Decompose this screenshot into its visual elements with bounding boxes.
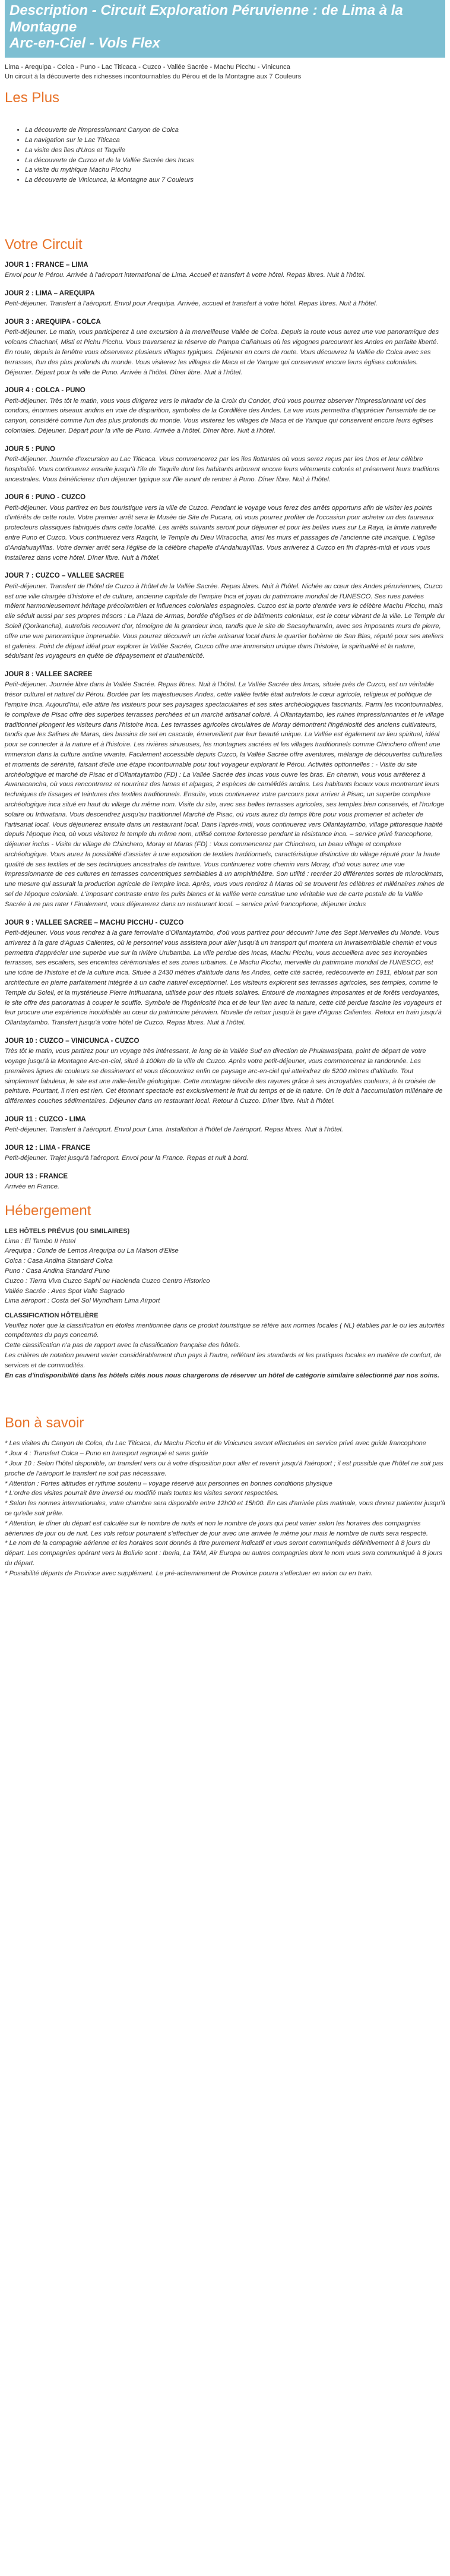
savoir-item: * Attention : Fortes altitudes et rythme soutenu – voyage réservé aux personnes en bonnes conditions physique [5,1480,332,1487]
plus-item: • La découverte de Cuzco et de la Vallée Sacrée des Incas [25,156,445,166]
day-block [5,289,445,309]
hotel-line: Lima aéroport : Costa del Sol Wyndham Lima Airport [5,1297,160,1305]
plus-heading: Les Plus [5,90,60,106]
day-title: JOUR 5 : PUNO [5,445,55,453]
savoir-item: * Possibilité départs de Province avec supplément. Le pré-acheminement de Province pourra s'effectuer en avion ou en train. [5,1569,373,1577]
savoir-item: * Selon les normes internationales, votre chambre sera disponible entre 12h00 et 15h00. En cas d'arrivée plus matinale, vous devrez patienter jusqu'à ce qu'elle soit prête. [5,1500,445,1517]
hotel-line: Cuzco : Tierra Viva Cuzco Saphi ou Hacienda Cuzco Centro Historico [5,1277,210,1285]
day-text: Petit-déjeuner. Journée d'excursion au Lac Titicaca. Vous commencerez par les îles flottantes où vous serez reçus par les Uros et leur célèbre hospitalité. Vous continuerez ensuite jusqu'à l'île de Taquile dont les habitants arborent encore leurs vêtements colorés et préservent leurs traditions ancestrales. Vous bénéficierez d'un déjeuner typique sur l'île avant de rentrer à Puno. Dîner libre. Nuit à l'hôtel. [5,456,440,483]
circuit-days [5,260,445,1192]
hotel-line: Puno : Casa Andina Standard Puno [5,1267,110,1275]
hotels-subheading: LES HÔTELS PRÉVUS (OU SIMILAIRES) [5,1228,130,1235]
banner-title-line1: Description - Circuit Exploration Péruvienne : de Lima à la Montagne [9,2,403,35]
classification-text: Les critères de notation peuvent varier considérablement d'un pays à l'autre, reflétant les standards et les pratiques locales en matière de confort, de services et de commodités. [5,1352,442,1369]
day-title: JOUR 13 : FRANCE [5,1173,68,1181]
day-block [5,444,445,485]
plus-item: • La visite des îles d'Uros et Taquile [25,146,445,156]
hotel-line: Vallée Sacrée : Aves Spot Valle Sagrado [5,1287,125,1295]
savoir-item: * Le nom de la compagnie aérienne et les horaires sont donnés à titre purement indicatif et vous seront communiqués définitivement à 8 jours du départ. Les compagnies opérant vers la Bolivie sont : Iberia, La TAM, Air Europa ou autres compagnies dont le nom vous sera communiqué à 8 jours du départ. [5,1540,442,1567]
banner-title-line2: Arc-en-Ciel - Vols Flex [9,35,160,52]
day-title: JOUR 1 : FRANCE – LIMA [5,261,88,269]
day-title: JOUR 7 : CUZCO – VALLEE SACREE [5,572,125,580]
circuit-heading: Votre Circuit [5,237,83,253]
day-title: JOUR 10 : CUZCO – VINICUNCA - CUZCO [5,1037,140,1045]
day-title: JOUR 9 : VALLEE SACREE – MACHU PICCHU - CUZCO [5,919,184,926]
day-text: Petit-déjeuner. Le matin, vous participerez à une excursion à la merveilleuse Vallée de Colca. Depuis la route vous aurez une vue panoramique des volcans Chachani, Misti et Pichu Picchu. Vous traverserez la réserve de Pampa Cañahuas où les vigognes parcourent les Andes en parfaite liberté. En route, depuis la fenêtre vous observerez plusieurs villages typiques. Déjeuner en cours de route. Vous découvrez la Vallée de Colca avec ses terrasses, l'un des plus profonds du monde. Vous visiterez les villages de Maca et de Yanque qui conservent encore leurs églises coloniales. Déjeuner. Départ pour la ville de Puno. Arrivée à l'hôtel. Dîner libre. Nuit à l'hôtel. [5,329,439,376]
day-title: JOUR 11 : CUZCO - LIMA [5,1115,86,1123]
hebergement-section [5,1226,445,1380]
plus-item: • La découverte de l'impressionnant Canyon de Colca [25,125,445,135]
day-text: Petit-déjeuner. Transfert à l'aéroport. Envol pour Lima. Installation à l'hôtel de l'aéroport. Repas libres. Nuit à l'hôtel. [5,1126,344,1134]
savoir-section [5,1439,445,1578]
day-block [5,670,445,910]
day-block [5,1115,445,1135]
day-block [5,386,445,436]
savoir-item: * Les visites du Canyon de Colca, du Lac Titicaca, du Machu Picchu et de Vinicunca seront effectuées en service privé avec guide francophone [5,1440,426,1448]
day-text: Petit-déjeuner. Transfert de l'hôtel de Cuzco à l'hôtel de la Vallée Sacrée. Repas libres. Nuit à l'hôtel. Nichée au cœur des Andes péruviennes, Cuzco est une ville chargée d'histoire et de culture, ancienne capitale de l'empire Inca et joyau du patrimoine mondial de l'UNESCO. Ses rues pavées mêlent harmonieusement héritage précolombien et influences coloniales espagnoles. Cuzco est la porte d'entrée vers le célèbre Machu Picchu, mais elle séduit aussi par ses propres trésors : La Plaza de Armas, bordée d'églises et de bâtiments coloniaux, est le cœur vibrant de la ville. Le Temple du Soleil (Qorikancha), autrefois recouvert d'or, témoigne de la grandeur inca, tandis que le site de Sacsayhuamán, avec ses imposants murs de pierre, offre une vue panoramique imprenable. Vous pourrez découvrir un riche artisanat local dans le quartier bohème de San Blas, réputé pour ses ateliers et galeries. Point de départ idéal pour explorer la Vallée Sacrée, Cuzco offre une immersion unique dans l'histoire, la spiritualité et la nature, séduisant les voyageurs en quête de dépaysement et d'authenticité. [5,582,445,660]
day-block [5,260,445,280]
day-text: Arrivée en France. [5,1183,60,1191]
day-title: JOUR 3 : AREQUIPA - COLCA [5,319,101,326]
availability-note: En cas d'indisponibilité dans les hôtels cités nous nous chargerons de réserver un hôtel de catégorie similaire sélectionné par nos soins. [5,1371,439,1379]
intro-summary: Un circuit à la découverte des richesses incontournables du Pérou et de la Montagne aux 7 Couleurs [5,73,302,81]
day-text: Petit-déjeuner. Vous partirez en bus touristique vers la ville de Cuzco. Pendant le voyage vous ferez des arrêts opportuns afin de visiter les points d'intérêts de cette route. Votre premier arrêt sera le Musée de Site de Pucara, où vous pourrez profiter de l'occasion pour acheter un des taureaux protecteurs classiques fabriqués dans cette localité. Les arrêts suivants seront pour déjeuner et pour les belles vues sur La Raya, la limite naturelle entre Puno et Cuzco. Vous continuerez vers Raqchi, le Temple du Dieu Wiracocha, ainsi les murs et passages de l'ancienne cité incaïque. L'église d'Andahuaylillas. Votre dernier arrêt sera l'église de la célèbre chapelle d'Andahuaylillas. Vous arriverez à Cuzco en fin d'après-midi et vous vous installerez dans votre hôtel. Dîner libre. Nuit à l'hôtel. [5,504,437,562]
day-title: JOUR 2 : LIMA – AREQUIPA [5,290,95,298]
day-block [5,1172,445,1192]
intro [5,62,445,81]
plus-list [5,125,445,185]
day-block [5,317,445,377]
classification-subheading: CLASSIFICATION HÔTELIÈRE [5,1312,99,1320]
day-text: Envol pour le Pérou. Arrivée à l'aéroport international de Lima. Accueil et transfert à votre hôtel. Repas libres. Nuit à l'hôtel. [5,272,366,279]
hotel-line: Arequipa : Conde de Lemos Arequipa ou La Maison d'Elise [5,1247,179,1255]
day-block [5,918,445,1028]
day-text: Petit-déjeuner. Journée libre dans la Vallée Sacrée. Repas libres. Nuit à l'hôtel. La Vallée Sacrée des Incas, située près de Cuzco, est un véritable trésor culturel et naturel du Pérou. Bordée par les majestueuses Andes, cette vallée fertile était autrefois le cœur agricole, religieux et politique de l'empire Inca. Aujourd'hui, elle attire les visiteurs pour ses paysages spectaculaires et ses sites archéologiques fascinants. Parmi les incontournables, le complexe de Pisac offre des superbes terrasses perchées et un marché artisanal coloré. À Ollantaytambo, les ruines impressionnantes et le village traditionnel plongent les visiteurs dans l'histoire inca. Les terrasses agricoles circulaires de Moray démontrent l'ingéniosité des anciens cultivateurs, tandis que les Salines de Maras, des bassins de sel en cascade, émerveillent par leur beauté unique. La Vallée est également un lieu spirituel, idéal pour se connecter à la nature et à l'histoire. Les rivières sinueuses, les montagnes sacrées et les villages traditionnels comme Chinchero offrent une immersion dans la culture andine vivante. Facilement accessible depuis Cuzco, la Vallée Sacrée offre aventures, mélange de découvertes culturelles et moments de sérénité, faisant d'elle une étape incontournable pour tout voyageur explorant le Pérou. Activités optionnelles : - Visite du site archéologique et marché de Pisac et d'Ollantaytambo (FD) : La Vallée Sacrée des Incas vous ouvre les bras. En chemin, vous vous arrêterez à Awanacancha, où vous rencontrerez et nourrirez des lamas et alpagas, 2 espèces de camélidés andins. Les habitants locaux vous montreront leurs techniques de tissages et teintures des textiles traditionnels. Ensuite, vous continuerez votre parcours pour arriver à Pisac, un superbe complexe archéologique inca situé en haut du village du même nom. Visite du site, avec ses belles terrasses agricoles, ses temples bien conservés, et l'horloge solaire ou Intiwatana. Vous descendrez jusqu'au traditionnel Marché de Pisac, où vous aurez du temps libre pour vous promener et acheter de l'artisanat local. Vous déjeunerez ensuite dans un restaurant local. Dans l'après-midi, vous continuerez vers Ollantaytambo, village pittoresque habité depuis l'époque inca, où vous visiterez le temple du même nom, utilisé comme forteresse pendant la résistance inca. – service privé francophone, déjeuner inclus - Visite du village de Chinchero, Moray et Maras (FD) : Vous commencerez par Chinchero, un beau village et complexe archéologique. Vous aurez la possibilité d'assister à une exposition de textiles traditionnels, caractéristique distinctive du village réputé pour la haute qualité de ses textiles et de ses techniques ancestrales de teinture. Vous continuerez votre chemin vers Moray, d'où vous aurez une vue impressionnante de ces cultures en terrasses concentriques semblables à un amphithéâtre. Son utilité : recréer 20 différentes sortes de microclimats, une mesure qui assurait la production agricole de l'empire inca. Après, vous vous rendrez à Maras où se trouvent les célèbres et millénaires mines de sel de l'époque coloniale. L'imposant contraste entre les puits blancs et la vallée verte constitue une véritable vue de carte postale de la Vallée Sacrée à ne pas rater ! Finalement, vous déjeunerez dans un restaurant local. – service privé francophone, déjeuner inclus [5,681,445,908]
day-text: Très tôt le matin, vous partirez pour un voyage très intéressant, le long de la Vallée Sud en direction de Phulawasipata, point de départ de votre voyage jusqu'à la Montagne Arc-en-ciel, situé à 100km de la ville de Cuzco. Après votre petit-déjeuner, vous commencerez la randonnée. Les premières lignes de couleurs se dessineront et vous découvrirez enfin ce paysage arc-en-ciel qui atteindrez de 5200 mètres d'altitude. Tout simplement fabuleux, le site est une mille-feuille géologique. Cette montagne dévoile des rayures grâce à ses incroyables couleurs, à la croisée de peinture. Pourtant, il n'en est rien. Cet étonnant spectacle est exclusivement le fruit du temps et de la nature. On le doit à l'accumulation millénaire de différentes couches sédimentaires. Déjeuner dans un restaurant local. Retour à Cuzco. Dîner libre. Nuit à l'hôtel. [5,1048,443,1105]
day-text: Petit-déjeuner. Transfert à l'aéroport. Envol pour Arequipa. Arrivée, accueil et transfert à votre hôtel. Repas libres. Nuit à l'hôtel. [5,300,378,308]
day-text: Petit-déjeuner. Trajet jusqu'à l'aéroport. Envol pour la France. Repas et nuit à bord. [5,1155,249,1162]
savoir-item: * Jour 4 : Transfert Colca – Puno en transport regroupé et sans guide [5,1450,208,1458]
plus-item: • La visite du mythique Machu Picchu [25,165,445,175]
day-block [5,493,445,563]
plus-item: • La découverte de Vinicunca, la Montagne aux 7 Couleurs [25,175,445,185]
classification-text: Cette classification n'a pas de rapport avec la classification française des hôtels. [5,1342,241,1350]
hebergement-heading: Hébergement [5,1203,91,1219]
savoir-item: * Attention, le dîner du départ est calculée sur le nombre de nuits et non le nombre de jours qui peut varier selon les horaires des compagnies aériennes de jour ou de nuit. Les vols retour pourraient s'effectuer de jour avec une arrivée le même jour mais le nombre de nuits sera respecté. [5,1519,428,1537]
classification-text: Veuillez noter que la classification en étoiles mentionnée dans ce produit touristique se réfère aux normes locales ( NL) établies par le ou les autorités compétentes du pays concerné. [5,1322,445,1339]
savoir-item: * L'ordre des visites pourrait être inversé ou modifié mais toutes les visites seront respectées. [5,1490,279,1497]
savoir-heading: Bon à savoir [5,1415,84,1432]
page-banner [5,0,445,58]
hotel-line: Colca : Casa Andina Standard Colca [5,1257,113,1265]
day-title: JOUR 8 : VALLEE SACREE [5,671,93,679]
intro-route: Lima - Arequipa - Colca - Puno - Lac Titicaca - Cuzco - Vallée Sacrée - Machu Picchu - Vinicunca [5,63,290,71]
day-title: JOUR 12 : LIMA - FRANCE [5,1144,90,1152]
day-text: Petit-déjeuner. Très tôt le matin, vous vous dirigerez vers le mirador de la Croix du Condor, d'où vous pourrez observer l'impressionnant vol des condors, énormes oiseaux andins en voie de disparition, symboles de la Cordillère des Andes. La vue vous permettra d'apprécier l'ensemble de ce canyon, considéré comme l'un des plus profonds du monde. Vous visiterez les villages de Maca et de Yanque qui conservent encore leurs églises coloniales. Déjeuner. Départ pour la ville de Puno. Arrivée à l'hôtel. Dîner libre. Nuit à l'hôtel. [5,397,436,434]
day-title: JOUR 4 : COLCA - PUNO [5,387,85,395]
day-block [5,1036,445,1106]
day-text: Petit-déjeuner. Vous vous rendrez à la gare ferroviaire d'Ollantaytambo, d'où vous partirez pour découvrir l'une des Sept Merveilles du Monde. Vous arriverez à la gare d'Aguas Calientes, où le personnel vous assistera pour aller jusqu'à un transport qui montera un invraisemblable chemin et vous permettra d'apprécier une superbe vue sur la rivière Urubamba. La ville perdue des Incas, Machu Picchu, vous accueillera avec ses incroyables terrasses, ses escaliers, ses enceintes cérémoniales et ses zones urbaines. Le Machu Picchu, merveille du patrimoine mondial de l'UNESCO, est une icône de l'histoire et de la culture inca. Située à 2430 mètres d'altitude dans les Andes, cette cité sacrée, redécouverte en 1911, éblouit par son architecture en pierre parfaitement intégrée à un cadre naturel exceptionnel. Les visiteurs explorent ses terrasses agricoles, ses temples, comme le Temple du Soleil, et la mystérieuse Pierre Intihuatana, utilisée pour des rituels solaires. Entouré de montagnes imposantes et de forêts verdoyantes, le site offre des panoramas à couper le souffle. Symbole de l'ingéniosité inca et de leur lien avec la nature, cette cité perdue fascine les voyageurs et leur procure une expérience inoubliable au cœur du patrimoine péruvien. Novelle de retour jusqu'à la gare d'Aguas Calientes. Retour en train jusqu'à Ollantaytambo. Transfert jusqu'à votre hôtel de Cuzco. Repas libres. Nuit à l'hôtel. [5,929,442,1027]
savoir-item: * Jour 10 : Selon l'hôtel disponible, un transfert vers ou à votre disposition pour aller et revenir jusqu'à l'aéroport ; il est possible que l'hôtel ne soit pas proche de l'aéroport le transfert ne soit pas nécessaire. [5,1460,443,1477]
day-title: JOUR 6 : PUNO - CUZCO [5,494,86,502]
hotel-line: Lima : El Tambo II Hotel [5,1237,75,1245]
plus-item: • La navigation sur le Lac Titicaca [25,135,445,146]
day-block [5,1143,445,1164]
day-block [5,571,445,661]
